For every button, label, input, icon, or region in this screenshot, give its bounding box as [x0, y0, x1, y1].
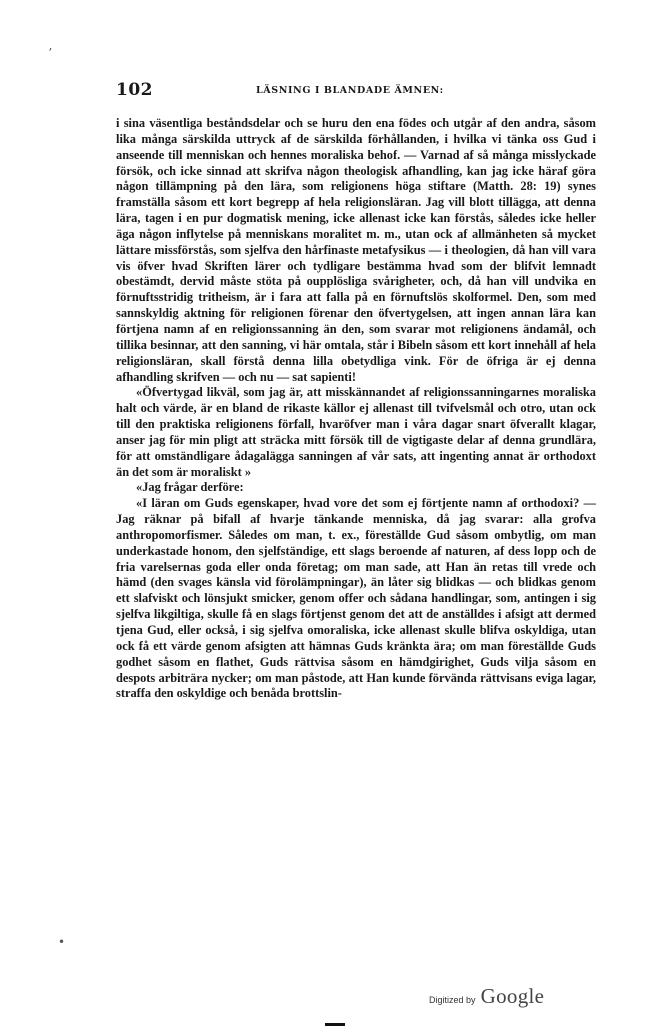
paragraph-1: i sina väsentliga beståndsdelar och se huru den ena födes och utgår af den andra, såsom lika många särskilda uttryck af de särskilda förhållanden, i hvilka vi tänka oss Gud i anseende till menniskan och hennes moraliska behof. — Varnad af så många misslyckade försök, och icke sinnad att skrifva någon theologisk afhandling, kan jag icke häraf göra någon tillämpning på den lära, som religionens höga stiftare (Matth. 28: 19) synes framställa såsom ett kort begrepp af hela religionsläran. Jag vill blott tillägga, att denna lära, tagen i en pur dogmatisk mening, icke allenast icke kan förstås, således icke heller äga någon inflytelse på menniskans moralitet m. m., utan ock af allmänheten så mycket lättare missförstås, som sjelfva den hårfinaste metafysikus — i theologien, då han vill vara vis öfver hvad Skriften lärer och tydligare bestämma hvad som der blifvit lemnadt obestämdt, dervid måste stöta på oupplösliga svårigheter, och, då han vill undvika en förnuftsstridig tritheism, är i fara att falla på en förnuftslös skolformel. Den, som med sannskyldig aktning för religionen förenar den öfvertygelsen, att ingen annan lära kan förtjena namn af en religionssanning än den, som svarar mot religionens ändamål, och tillika besinnar, att den sanning, vi här omtala, står i Bibeln såsom ett kort innehåll af hela religionsläran, skall förstå denna lilla obetydliga vink. För de öfriga är ej denna afhandling skrifven — och nu — sat sapienti!	[116, 116, 596, 384]
paragraph-4: «I läran om Guds egenskaper, hvad vore det som ej förtjente namn af orthodoxi? — Jag räknar på bifall af hvarje tänkande menniska, då jag svarar: alla grofva anthropomorfismer. Således om man, t. ex., föreställde Gud såsom ombytlig, om man underkastade honom, den sjelfständige, ett slags beroende af naturen, af dess lopp och de fria varelsernas goda eller onda företag; om man sade, att Han än retas till vrede och hämd (den svages känsla vid förolämpningar), än låter sig blidkas — och blidkas genom ett slafviskt och lönsjukt smicker, genom offer och sådana handlingar, som, antingen i sig sjelfva likgiltiga, skulle få en slags förtjenst genom det att de anställdes i afsigt att dermed tjena Gud, eller också, i sig sjelfva omoraliska, icke allenast skulle blifva oskyldiga, utan ock få ett värde genom afsigten att hämnas Guds kränkta ära; om man föreställde Guds godhet såsom en flathet, Guds rättvisa såsom en hämdgirighet, Guds vilja såsom en despots arbiträra nycker; om man påstode, att Han kunde förvända rättvisans eviga lagar, straffa den oskyldige och benåda brottslin-	[116, 496, 596, 701]
page-header	[116, 80, 596, 102]
stray-mark: ʼ	[48, 46, 52, 60]
stray-dot: •	[58, 935, 66, 949]
google-logo-text: Google	[480, 984, 545, 1008]
digitized-by-google-watermark	[429, 984, 589, 1014]
paragraph-2: «Öfvertygad likväl, som jag är, att misskännandet af religionssanningarnes moraliska halt och värde, är en bland de rikaste källor ej allenast till tvifvelsmål och otro, utan ock till den praktiska religionens förfall, hvaröfver man i våra dagar snart öfverallt klagar, anser jag för min pligt att sträcka mitt försök till de vigtigaste delar af denna grundlära, för att omständligare ådagalägga sanningen af vår sats, att ingenting annat är orthodoxt än det som är moraliskt »	[116, 385, 596, 479]
paragraph-3: «Jag frågar derföre:	[136, 480, 244, 495]
digitized-by-label: Digitized by	[429, 995, 476, 1005]
page-number: 102	[116, 80, 153, 100]
running-head: LÄSNING I BLANDADE ÄMNEN:	[256, 85, 444, 96]
body-text	[116, 116, 596, 702]
bottom-dash	[325, 1023, 345, 1026]
